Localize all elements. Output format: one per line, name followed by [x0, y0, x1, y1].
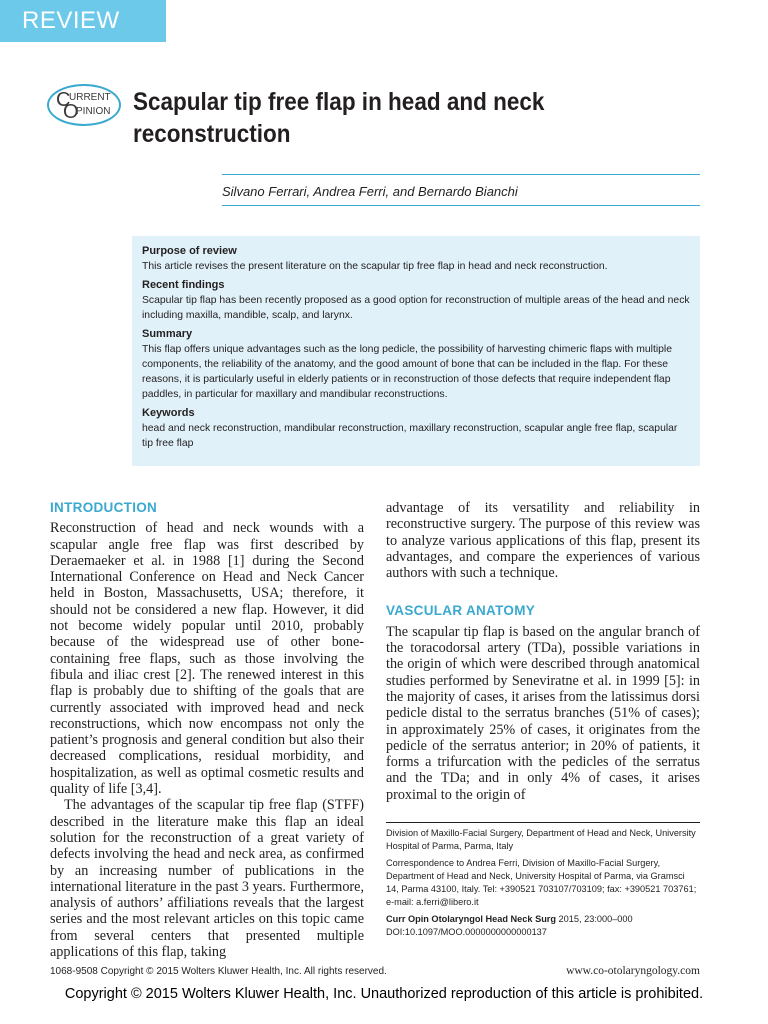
journal-volume-info: 2015, 23:000–000 [556, 914, 633, 924]
vascular-anatomy-heading: VASCULAR ANATOMY [386, 603, 536, 619]
keywords-heading: Keywords [142, 407, 195, 419]
article-title: Scapular tip free flap in head and neck reconstruction [133, 88, 545, 148]
article-footnotes [386, 822, 700, 943]
authors-top-rule [222, 174, 700, 175]
correspondence-note: Correspondence to Andrea Ferri, Division of Maxillo-Facial Surgery, Department of Head and Neck, University Hospital of Parma, via Gramsci 14, Parma 43100, Italy. Tel: +390521 703107/703109; fax: +390521 703761; e-mail: a.ferri@libero.it [386, 858, 697, 907]
logo-text-pinion: PINION [76, 106, 111, 117]
introduction-continuation: advantage of its versatility and reliability in reconstructive surgery. The purpose of this review was to analyze various applications of this flap, present its advantages, and compare the experiences of various authors with such a technique. [386, 500, 700, 582]
section-tab-review: REVIEW [0, 0, 166, 42]
doi-text: DOI:10.1097/MOO.0000000000000137 [386, 927, 547, 937]
introduction-paragraph-2: The advantages of the scapular tip free flap (STFF) described in the literature make this flap an ideal solution for the reconstruction of a great variety of defects involving the head and neck area, as confirmed by an increasing number of publications in the international literature in the past 3 years. Furthermore, analysis of authors’ affiliations reveals that the largest series and the most relevant articles on this topic came from several centers that presented multiple applications of this flap, taking [50, 797, 364, 961]
copyright-notice: Copyright © 2015 Wolters Kluwer Health, Inc. Unauthorized reproduction of this article is prohibited. [64, 986, 704, 1002]
vascular-anatomy-paragraph: The scapular tip flap is based on the angular branch of the toracodorsal artery (TDa), possible variations in the origin of which were described through anatomical studies performed by Seneviratne et al. in 1999 [5]: in the majority of cases, it arises from the latissimus dorsi pedicle distal to the serratus branches (51% of cases); in approximately 25% of cases, it originates from the pedicle of the serratus anterior; in 20% of patients, it forms a trifurcation with the pedicles of the serratus and the TDa; and in only 4% of cases, it arises proximal to the origin of [386, 623, 700, 803]
article-authors: Silvano Ferrari, Andrea Ferri, and Bernardo Bianchi [222, 184, 518, 199]
authors-bottom-rule [222, 205, 700, 206]
affiliation-note: Division of Maxillo-Facial Surgery, Department of Head and Neck, University Hospital of Parma, Parma, Italy [386, 828, 696, 851]
journal-citation [386, 913, 700, 939]
introduction-paragraph-1: Reconstruction of head and neck wounds with a scapular angle free flap was first described by Deraemaeker et al. in 1988 [1] during the Second International Conference on Head and Neck Cancer held in Boston, Massachusetts, USA; therefore, it should not be considered a new flap. However, it did not become widely popular until 2010, probably because of the widespread use of other bone-containing free flaps, such as those involving the fibula and iliac crest [2]. The renewed interest in this flap is probably due to shifting of the goals that are currently associated with improved head and neck reconstructions, which now encompass not only the patient’s prognosis and general condition but also their decreased complications, residual morbidity, and hospitalization, as well as optimal cosmetic results and quality of life [3,4]. [50, 520, 364, 798]
findings-text: Scapular tip flap has been recently proposed as a good option for reconstruction of multiple areas of the head and neck including maxilla, mandible, scalp, and larynx. [142, 295, 690, 321]
keywords-text: head and neck reconstruction, mandibular reconstruction, maxillary reconstruction, scapular angle free flap, scapular tip free flap [142, 423, 678, 449]
logo-letter-c: C [56, 89, 71, 111]
logo-letter-o: O [63, 101, 79, 123]
purpose-heading: Purpose of review [142, 245, 237, 257]
abstract-box [132, 236, 700, 466]
introduction-heading: INTRODUCTION [50, 500, 158, 515]
purpose-text: This article revises the present literature on the scapular tip free flap in head and neck reconstruction. [142, 261, 608, 272]
summary-heading: Summary [142, 328, 193, 340]
journal-website-link[interactable]: www.co-otolaryngology.com [566, 965, 700, 977]
left-column [50, 500, 364, 960]
issn-copyright-line: 1068-9508 Copyright © 2015 Wolters Kluwer Health, Inc. All rights reserved. [50, 966, 387, 977]
findings-heading: Recent findings [142, 279, 225, 291]
right-column [386, 500, 700, 803]
summary-text: This flap offers unique advantages such as the long pedicle, the possibility of harvesting chimeric flaps with multiple components, the reliability of the anatomy, and the good amount of bone that can be included in the flap. For these reasons, it is particularly useful in elderly patients or in reconstruction of those defects that require independent flap paddles, in particular for maxillary and mandibular reconstructions. [142, 344, 673, 400]
footnote-rule [386, 822, 700, 823]
journal-name: Curr Opin Otolaryngol Head Neck Surg [386, 914, 556, 924]
current-opinion-logo [47, 84, 121, 126]
logo-text-urrent: URRENT [69, 92, 111, 103]
